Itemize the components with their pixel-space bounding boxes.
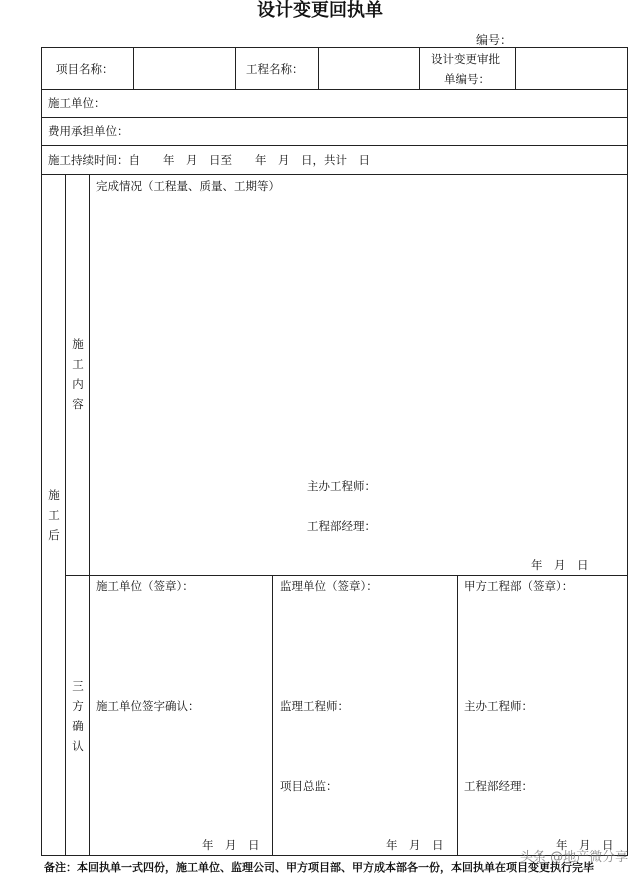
contractor-signature-label: 施工单位签字确认：: [96, 699, 200, 713]
watermark: 头条 @地产微分享: [520, 850, 629, 865]
tripartite-confirmation-label: 三方确认: [72, 679, 84, 753]
border-top: [41, 47, 628, 48]
border-left: [41, 47, 42, 856]
approval-number-label-line2: 单编号：: [444, 72, 490, 86]
col-divider: [457, 575, 458, 856]
col-divider: [419, 47, 420, 89]
form-title: 设计变更回执单: [257, 0, 383, 21]
approval-number-label-line1: 设计变更审批: [431, 52, 500, 66]
construction-unit-label: 施工单位：: [48, 96, 106, 110]
border-right: [627, 47, 628, 856]
supervising-engineer-label: 监理工程师：: [280, 699, 349, 713]
serial-number-label: 编号：: [476, 33, 513, 47]
col-divider: [235, 47, 236, 89]
col-divider: [515, 47, 516, 89]
construction-duration-label: 施工持续时间：自 年 月 日至 年 月 日，共计 日: [48, 153, 370, 167]
supervisor-date: 年 月 日: [386, 838, 444, 852]
row-divider: [41, 145, 628, 146]
row-divider: [41, 174, 628, 175]
supervisor-seal-heading: 监理单位（签章）：: [280, 579, 378, 593]
completion-status-heading: 完成情况（工程量、质量、工期等）: [96, 179, 280, 193]
construction-content-label: 施工内容: [72, 337, 84, 411]
after-construction-label: 施工后: [48, 488, 60, 542]
row-divider: [41, 117, 628, 118]
owner-dept-seal-heading: 甲方工程部（签章）：: [464, 579, 574, 593]
engineering-name-label: 工程名称：: [246, 62, 304, 76]
footnote: 备注：本回执单一式四份，施工单位、监理公司、甲方项目部、甲方成本部各一份，本回执单在项目变更执行完毕: [44, 861, 594, 874]
col-divider: [65, 174, 66, 856]
content-date: 年 月 日: [531, 558, 589, 572]
dept-manager-label: 工程部经理：: [307, 519, 376, 533]
col-divider: [318, 47, 319, 89]
contractor-date: 年 月 日: [202, 838, 260, 852]
project-chief-label: 项目总监：: [280, 779, 338, 793]
owner-dept-manager-label: 工程部经理：: [464, 779, 533, 793]
project-name-label: 项目名称：: [56, 62, 114, 76]
col-divider: [133, 47, 134, 89]
owner-date: 年 月 日: [556, 838, 614, 852]
col-divider: [272, 575, 273, 856]
col-divider: [89, 174, 90, 856]
cost-bearer-label: 费用承担单位：: [48, 124, 129, 138]
row-divider: [41, 89, 628, 90]
section-divider: [65, 575, 628, 576]
contractor-seal-heading: 施工单位（签章）：: [96, 579, 194, 593]
owner-lead-engineer-label: 主办工程师：: [464, 699, 533, 713]
lead-engineer-label: 主办工程师：: [307, 479, 376, 493]
